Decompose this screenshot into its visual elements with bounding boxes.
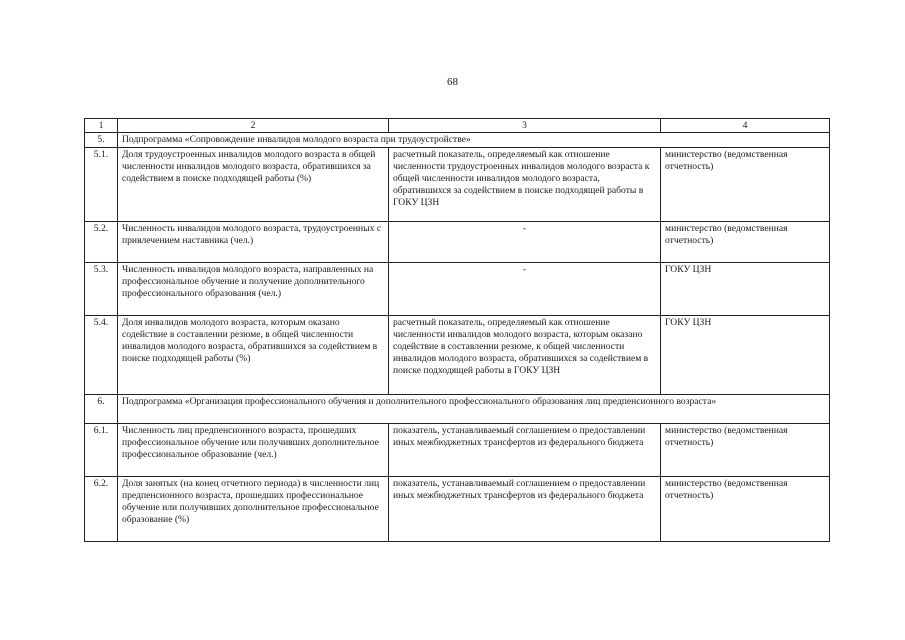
indicator-name: Численность инвалидов молодого возраста, направленных на профессиональное обучение и получение дополнительного профессионального образования (чел.)	[118, 263, 389, 316]
row-number: 5.2.	[85, 222, 118, 263]
table-row	[85, 263, 830, 316]
column-number-3: 3	[389, 119, 661, 133]
table-row	[85, 477, 830, 542]
column-number-2: 2	[118, 119, 389, 133]
indicator-name: Доля трудоустроенных инвалидов молодого возраста в общей численности инвалидов молодого возраста, обратившихся за содействием в поиске подходящей работы (%)	[118, 148, 389, 222]
row-number: 5.4.	[85, 316, 118, 395]
page-number: 68	[447, 76, 458, 88]
table-row	[85, 316, 830, 395]
calculation-method: -	[389, 222, 661, 263]
table-row	[85, 148, 830, 222]
table-row	[85, 424, 830, 477]
indicator-name: Численность инвалидов молодого возраста, трудоустроенных с привлечением наставника (чел.)	[118, 222, 389, 263]
row-number: 5.	[85, 133, 118, 148]
calculation-method: расчетный показатель, определяемый как отношение численности инвалидов молодого возраста, которым оказано содействие в составлении резюме, к общей численности инвалидов молодого возраста, обратившихся за содействием в поиске подходящей работы в ГОКУ ЦЗН	[389, 316, 661, 395]
indicator-name: Доля занятых (на конец отчетного периода) в численности лиц предпенсионного возраста, прошедших профессиональное обучение или получивших дополнительное профессиональное образование (%)	[118, 477, 389, 542]
subprogram-title: Подпрограмма «Организация профессионального обучения и дополнительного профессионального образования лиц предпенсионного возраста»	[118, 395, 830, 424]
calculation-method: показатель, устанавливаемый соглашением о предоставлении иных межбюджетных трансфертов из федерального бюджета	[389, 424, 661, 477]
table-header-row	[85, 119, 830, 133]
row-number: 6.	[85, 395, 118, 424]
indicator-name: Численность лиц предпенсионного возраста, прошедших профессиональное обучение или получивших дополнительное профессиональное образование (чел.)	[118, 424, 389, 477]
row-number: 5.3.	[85, 263, 118, 316]
calculation-method: -	[389, 263, 661, 316]
calculation-method: показатель, устанавливаемый соглашением о предоставлении иных межбюджетных трансфертов из федерального бюджета	[389, 477, 661, 542]
column-number-1: 1	[85, 119, 118, 133]
section-row	[85, 133, 830, 148]
subprogram-title: Подпрограмма «Сопровождение инвалидов молодого возраста при трудоустройстве»	[118, 133, 830, 148]
table-row	[85, 222, 830, 263]
data-source: министерство (ведомственная отчетность)	[661, 477, 830, 542]
data-source: ГОКУ ЦЗН	[661, 263, 830, 316]
column-number-4: 4	[661, 119, 830, 133]
data-source: министерство (ведомственная отчетность)	[661, 222, 830, 263]
data-source: министерство (ведомственная отчетность)	[661, 424, 830, 477]
row-number: 5.1.	[85, 148, 118, 222]
calculation-method: расчетный показатель, определяемый как отношение численности трудоустроенных инвалидов молодого возраста к общей численности инвалидов молодого возраста, обратившихся за содействием в поиске подходящей работы в ГОКУ ЦЗН	[389, 148, 661, 222]
row-number: 6.1.	[85, 424, 118, 477]
data-source: министерство (ведомственная отчетность)	[661, 148, 830, 222]
section-row	[85, 395, 830, 424]
indicators-table	[84, 118, 830, 542]
data-source: ГОКУ ЦЗН	[661, 316, 830, 395]
row-number: 6.2.	[85, 477, 118, 542]
indicator-name: Доля инвалидов молодого возраста, которым оказано содействие в составлении резюме, в общей численности инвалидов молодого возраста, обратившихся за содействием в поиске подходящей работы (%)	[118, 316, 389, 395]
